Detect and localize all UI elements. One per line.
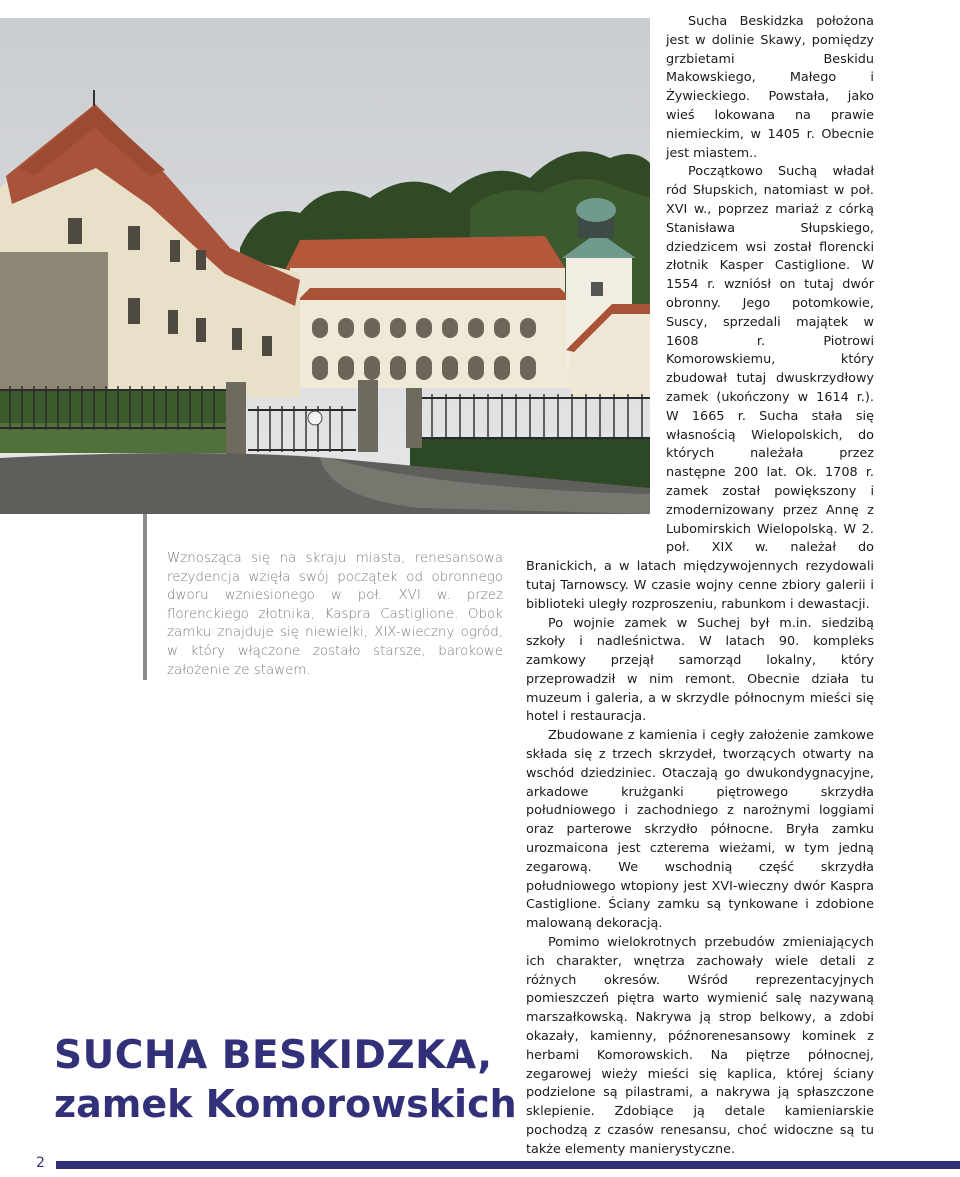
caption-text: Wznosząca się na skraju miasta, renesansowa rezydencja wzięła swój początek od obronnego dworu wzniesionego w poł. XVI w. przez florenckiego złotnika, Kaspra Castiglione. Obok zamku znajduje się niewielki, XIX-wieczny ogród, w który włączone zostało starsze, barokowe założenie ze stawem. bbox=[167, 551, 503, 678]
article-paragraph: Pomimo wielokrotnych przebudów zmieniających ich charakter, wnętrza zachowały wiele detali z różnych okresów. Wśród reprezentacyjnych pomieszczeń piętra warto wymienić salę nazywaną marszałkowską. Nakrywa ją strop belkowy, a zdobi okazały, kamienny, późnorenesansowy kominek z herbami Komorowskich. Na piętrze północnej, zegarowej wieży mieści się kaplica, której ściany podzielone są pilastrami, a nakrywa ją spłaszczone sklepienie. Zdobiące ją detale kamieniarskie pochodzą z czasów renesansu, choć widoczne są tu także elementy manierystyczne. bbox=[526, 935, 874, 1157]
title-castle: zamek Komorowskich bbox=[54, 1082, 517, 1126]
text-wrap-spacer bbox=[526, 13, 666, 541]
article-body bbox=[526, 13, 874, 1160]
article-paragraph: Zbudowane z kamienia i cegły założenie zamkowe składa się z trzech skrzydeł, tworzących otwarty na wschód dziedziniec. Otaczają go dwukondygnacyjne, arkadowe krużganki piętrowego skrzydła południowego i zachodniego z narożnymi loggiami oraz parterowe skrzydło północne. Bryła zamku urozmaicona jest czterema wieżami, w tym jedną zegarową. We wschodnią część skrzydła południowego wtopiony jest XVI-wieczny dwór Kaspra Castiglione. Ściany zamku są tynkowane i zdobione malowaną dekoracją. bbox=[526, 728, 874, 932]
footer-bar bbox=[56, 1161, 960, 1169]
title-town: SUCHA BESKIDZKA, bbox=[54, 1033, 493, 1078]
article-paragraph: Sucha Beskidzka położona jest w dolinie Skawy, pomiędzy grzbietami Beskidu Makowskiego, Małego i Żywieckiego. Powstała, jako wieś lokowana na prawie niemieckim, w 1405 r. Obecnie jest miastem.. bbox=[666, 14, 874, 161]
round-sign-icon bbox=[308, 411, 322, 425]
photo-caption bbox=[143, 514, 503, 680]
page-title bbox=[54, 1032, 524, 1128]
page-number: 2 bbox=[36, 1155, 45, 1171]
article-paragraph: Po wojnie zamek w Suchej był m.in. siedzibą szkoły i nadleśnictwa. W latach 90. kompleks zamkowy przejął samorząd lokalny, który przeprowadził w nim remont. Obecnie działa tu muzeum i galeria, a w skrzydle północnym mieści się hotel i restauracja. bbox=[526, 615, 874, 725]
article-paragraph: Początkowo Suchą władał ród Słupskich, natomiast w poł. XVI w., poprzez mariaż z córką Stanisława Słupskiego, dziedzicem wsi został florencki złotnik Kasper Castiglione. W 1554 r. wzniósł on tutaj dwór obronny. Jego potomkowie, Suscy, sprzedali majątek w 1608 r. Piotrowi Komorowskiemu, który zbudował tutaj dwuskrzydłowy zamek (ukończony w 1614 r.). W 1665 r. Sucha stała się własnością Wielopolskich, do których należała przez następne 200 lat. Ok. 1708 r. zamek został powiększony i zmodernizowany przez Annę z Lubomirskich Wielopolską. W 2. poł. XIX w. należał do Branickich, a w latach międzywojennych rezydowali tutaj Tarnowscy. W czasie wojny cenne zbiory galerii i biblioteki uległy rozproszeniu, rabunkom i dewastacji. bbox=[526, 164, 874, 612]
